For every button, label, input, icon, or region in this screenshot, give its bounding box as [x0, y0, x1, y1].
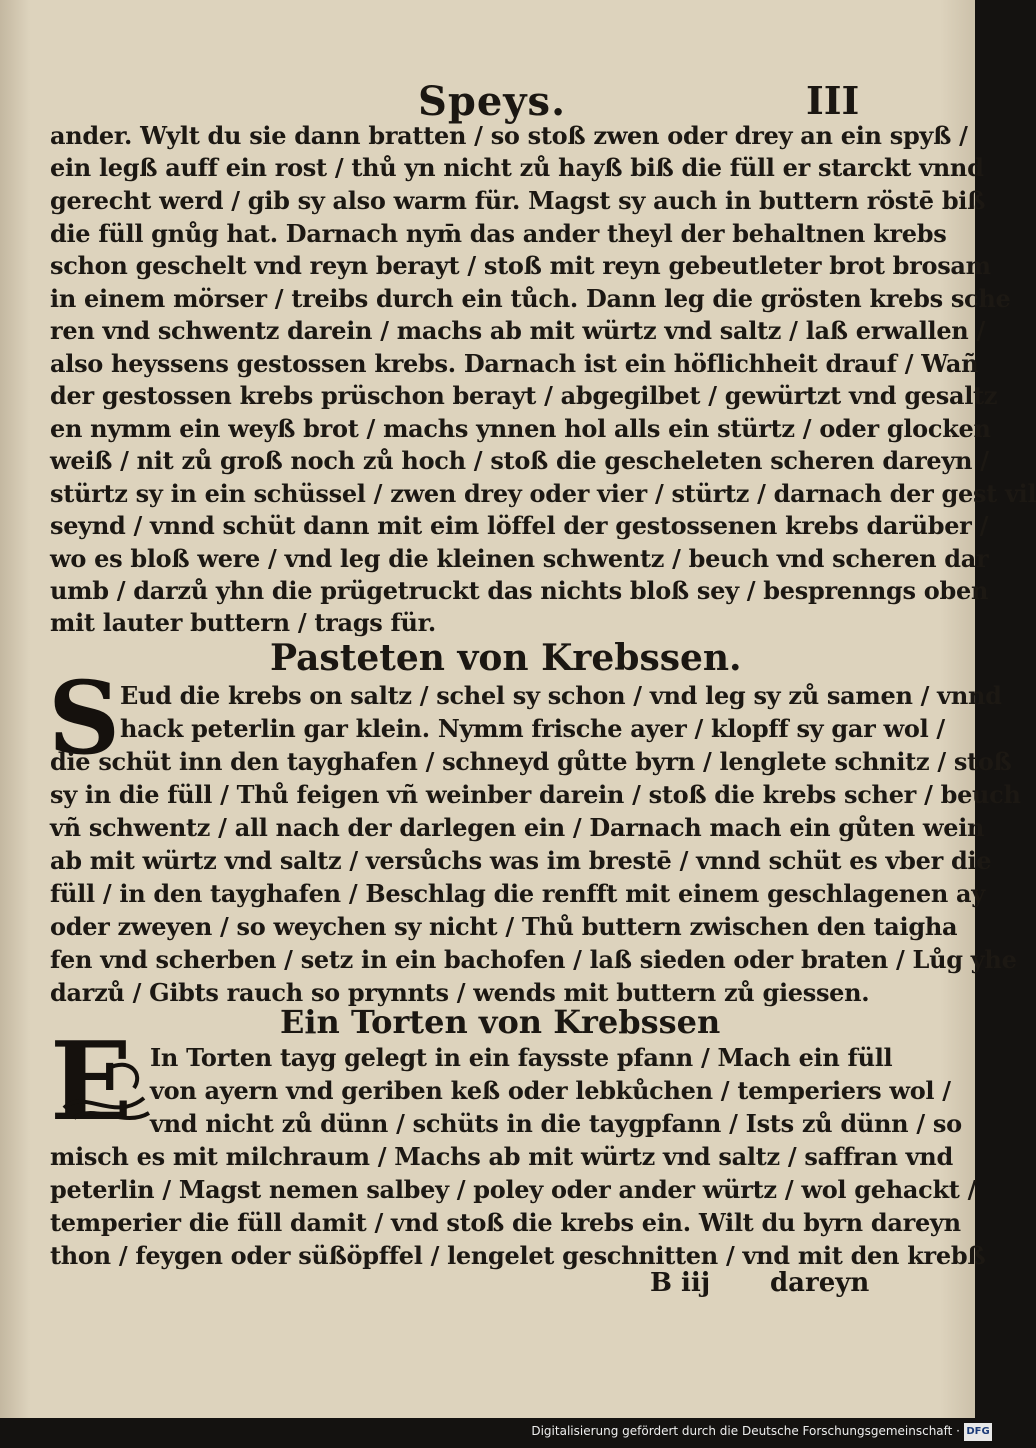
text-line: hack peterlin gar klein. Nymm frische ayer / klopff sy gar wol /: [120, 714, 945, 743]
text-line: die schüt inn den tayghafen / schneyd gůtte byrn / lenglete schnitz / stoß: [50, 747, 1012, 776]
text-line: ein legß auff ein rost / thů yn nicht zů hayß biß die füll er starckt vnnd: [50, 153, 984, 182]
text-line: peterlin / Magst nemen salbey / poley oder ander würtz / wol gehackt /: [50, 1175, 977, 1204]
text-line: vñ schwentz / all nach der darlegen ein / Darnach mach ein gůten wein: [50, 813, 985, 842]
text-line: umb / darzů yhn die prügetruckt das nichts bloß sey / besprenngs oben: [50, 576, 989, 605]
running-title: Speys.: [418, 78, 566, 125]
text-line: füll / in den tayghafen / Beschlag die renfft mit einem geschlagenen ay: [50, 879, 985, 908]
text-line: weiß / nit zů groß noch zů hoch / stoß die gescheleten scheren dareyn /: [50, 446, 989, 475]
decorated-initial-e: E: [50, 1019, 133, 1145]
text-line: oder zweyen / so weychen sy nicht / Thů buttern zwischen den taigha: [50, 912, 958, 941]
text-line: darzů / Gibts rauch so prynnts / wends mit buttern zů giessen.: [50, 978, 870, 1007]
text-line: gerecht werd / gib sy also warm für. Magst sy auch in buttern röstē biß: [50, 186, 986, 215]
catchword: dareyn: [770, 1268, 870, 1298]
text-line: der gestossen krebs prüschon berayt / abgegilbet / gewürtzt vnd gesaltz: [50, 381, 998, 410]
text-line: misch es mit milchraum / Machs ab mit würtz vnd saltz / saffran vnd: [50, 1142, 953, 1171]
text-line: fen vnd scherben / setz in ein bachofen / laß sieden oder braten / Lůg yhe: [50, 945, 1017, 974]
text-line: ren vnd schwentz darein / machs ab mit würtz vnd saltz / laß erwallen /: [50, 316, 985, 345]
initial-flourish-ornament: [54, 1048, 154, 1128]
section-heading-pasteten: Pasteten von Krebssen.: [270, 637, 742, 679]
folio-number: III: [806, 78, 860, 123]
text-line: also heyssens gestossen krebs. Darnach ist ein höflichheit drauf / Wañ: [50, 349, 979, 378]
text-line: in einem mörser / treibs durch ein tůch. Dann leg die grösten krebs sche: [50, 284, 1011, 313]
text-line: stürtz sy in ein schüssel / zwen drey oder vier / stürtz / darnach der gest vil: [50, 479, 1036, 508]
text-line: mit lauter buttern / trags für.: [50, 608, 436, 637]
footer-credit: Digitalisierung gefördert durch die Deutsche Forschungsgemeinschaft ·: [531, 1424, 960, 1438]
text-line: von ayern vnd geriben keß oder lebkůchen / temperiers wol /: [150, 1076, 951, 1105]
text-line: In Torten tayg gelegt in ein faysste pfann / Mach ein füll: [150, 1043, 893, 1072]
digitization-footer: [0, 1418, 1000, 1448]
text-line: Eud die krebs on saltz / schel sy schon / vnd leg sy zů samen / vnnd: [120, 681, 1002, 710]
text-line: die füll gnůg hat. Darnach nym̄ das ander theyl der behaltnen krebs: [50, 219, 947, 248]
text-line: en nymm ein weyß brot / machs ynnen hol alls ein stürtz / oder glocken: [50, 414, 991, 443]
text-line: sy in die füll / Thů feigen vñ weinber darein / stoß die krebs scher / beuch: [50, 780, 1021, 809]
text-line: wo es bloß were / vnd leg die kleinen schwentz / beuch vnd scheren dar: [50, 544, 989, 573]
dfg-logo-icon: DFG: [964, 1423, 992, 1441]
text-line: seynd / vnnd schüt dann mit eim löffel der gestossenen krebs darüber /: [50, 511, 989, 540]
text-line: ab mit würtz vnd saltz / versůchs was im brestē / vnnd schüt es vber die: [50, 846, 992, 875]
text-line: thon / feygen oder süßöpffel / lengelet geschnitten / vnd mit den krebß: [50, 1241, 986, 1270]
text-line: vnd nicht zů dünn / schüts in die taygpfann / Ists zů dünn / so: [150, 1109, 962, 1138]
decorated-initial-s: S: [48, 659, 121, 777]
text-line: temperier die füll damit / vnd stoß die krebs ein. Wilt du byrn dareyn: [50, 1208, 961, 1237]
section-heading-torten: Ein Torten von Krebssen: [280, 1003, 721, 1041]
text-line: schon geschelt vnd reyn berayt / stoß mit reyn gebeutleter brot brosam: [50, 251, 991, 280]
text-line: ander. Wylt du sie dann bratten / so stoß zwen oder drey an ein spyß /: [50, 121, 968, 150]
signature-mark: B iij: [650, 1268, 711, 1298]
